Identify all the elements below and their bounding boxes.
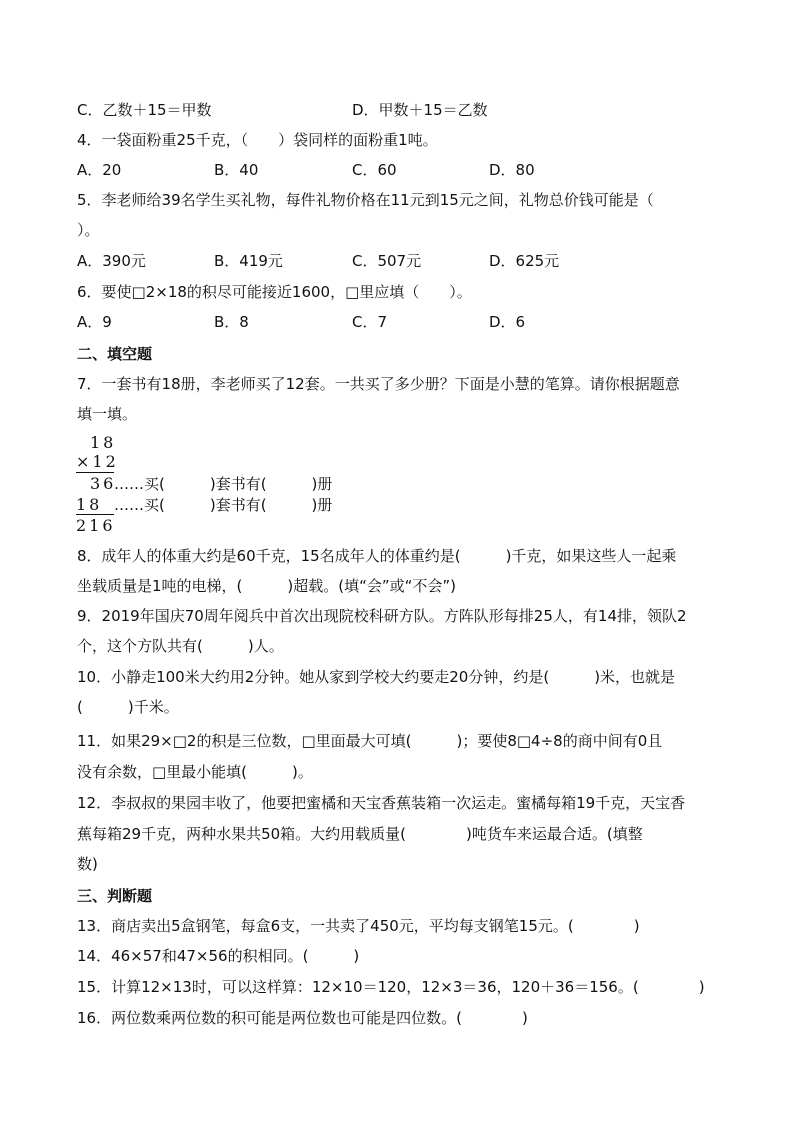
q4-option-c: C．60 <box>352 161 397 179</box>
q6-option-c: C．7 <box>352 313 388 331</box>
calc-line-1 <box>76 472 114 473</box>
q5-option-b: B．419元 <box>214 252 283 270</box>
calc-product: 216 <box>76 516 116 535</box>
q13-statement: 13．商店卖出5盒钢笔，每盒6支，一共卖了450元，平均每支钢笔15元。( ) <box>77 917 640 935</box>
calc-note-1: ……买( )套书有( )册 <box>114 475 333 493</box>
q15-statement: 15．计算12×13时，可以这样算：12×10＝120，12×3＝36，120＋36＝156。( ) <box>77 978 705 996</box>
q5-option-c: C．507元 <box>352 252 422 270</box>
q5-option-d: D．625元 <box>489 252 560 270</box>
calc-partial-1: 36 <box>90 474 117 493</box>
q9-line2: 个，这个方队共有( )人。 <box>77 637 284 655</box>
calc-note-2: ……买( )套书有( )册 <box>114 496 333 514</box>
q6-option-d: D．6 <box>489 313 526 331</box>
q4-option-d: D．80 <box>489 161 535 179</box>
q16-statement: 16．两位数乘两位数的积可能是两位数也可能是四位数。( ) <box>77 1009 528 1027</box>
q5-option-a: A．390元 <box>77 252 146 270</box>
q4-question: 4．一袋面粉重25千克，（ ）袋同样的面粉重1吨。 <box>77 131 438 149</box>
q6-option-a: A．9 <box>77 313 112 331</box>
q4-option-b: B．40 <box>214 161 259 179</box>
q3-option-c: C．乙数＋15＝甲数 <box>77 101 212 119</box>
q12-line2: 蕉每箱29千克，两种水果共50箱。大约用载质量( )吨货车来运最合适。(填整 <box>77 825 643 843</box>
q11-line2: 没有余数，□里最小能填( )。 <box>77 763 313 781</box>
section-title-fill-in: 二、填空题 <box>77 345 153 363</box>
calc-partial-2: 18 <box>76 495 103 514</box>
q6-option-b: B．8 <box>214 313 249 331</box>
q4-option-a: A．20 <box>77 161 122 179</box>
section-title-true-false: 三、判断题 <box>77 887 153 905</box>
q7-question-line2: 填一填。 <box>77 405 138 423</box>
q12-line1: 12．李叔叔的果园丰收了，他要把蜜橘和天宝香蕉装箱一次运走。蜜橘每箱19千克，天宝香 <box>77 794 686 812</box>
q8-line2: 坐载质量是1吨的电梯，( )超载。(填“会”或“不会”) <box>77 577 457 595</box>
q12-line3: 数) <box>77 855 98 873</box>
q6-question: 6．要使□2×18的积尽可能接近1600，□里应填（ ）。 <box>77 283 472 301</box>
q14-statement: 14．46×57和47×56的积相同。( ) <box>77 947 360 965</box>
q10-line2: ( )千米。 <box>77 698 179 716</box>
q11-line1: 11．如果29×□2的积是三位数，□里面最大可填( )；要使8□4÷8的商中间有0且 <box>77 732 663 750</box>
q7-question-line1: 7．一套书有18册，李老师买了12套。一共买了多少册？下面是小慧的笔算。请你根据题意 <box>77 375 680 393</box>
calc-multiplicand: 18 <box>90 433 117 452</box>
q3-option-d: D．甲数＋15＝乙数 <box>352 101 488 119</box>
q10-line1: 10．小静走100米大约用2分钟。她从家到学校大约要走20分钟，约是( )米，也就是 <box>77 668 676 686</box>
q9-line1: 9．2019年国庆70周年阅兵中首次出现院校科研方队。方阵队形每排25人，有14排，领队2 <box>77 607 687 625</box>
q5-question-line1: 5．李老师给39名学生买礼物，每件礼物价格在11元到15元之间，礼物总价钱可能是（ <box>77 191 654 209</box>
calc-multiplier: ×12 <box>76 452 119 471</box>
q8-line1: 8．成年人的体重大约是60千克，15名成年人的体重约是( )千克，如果这些人一起乘 <box>77 547 677 565</box>
q5-question-line2: ）。 <box>77 221 100 239</box>
calc-line-2 <box>76 514 114 515</box>
